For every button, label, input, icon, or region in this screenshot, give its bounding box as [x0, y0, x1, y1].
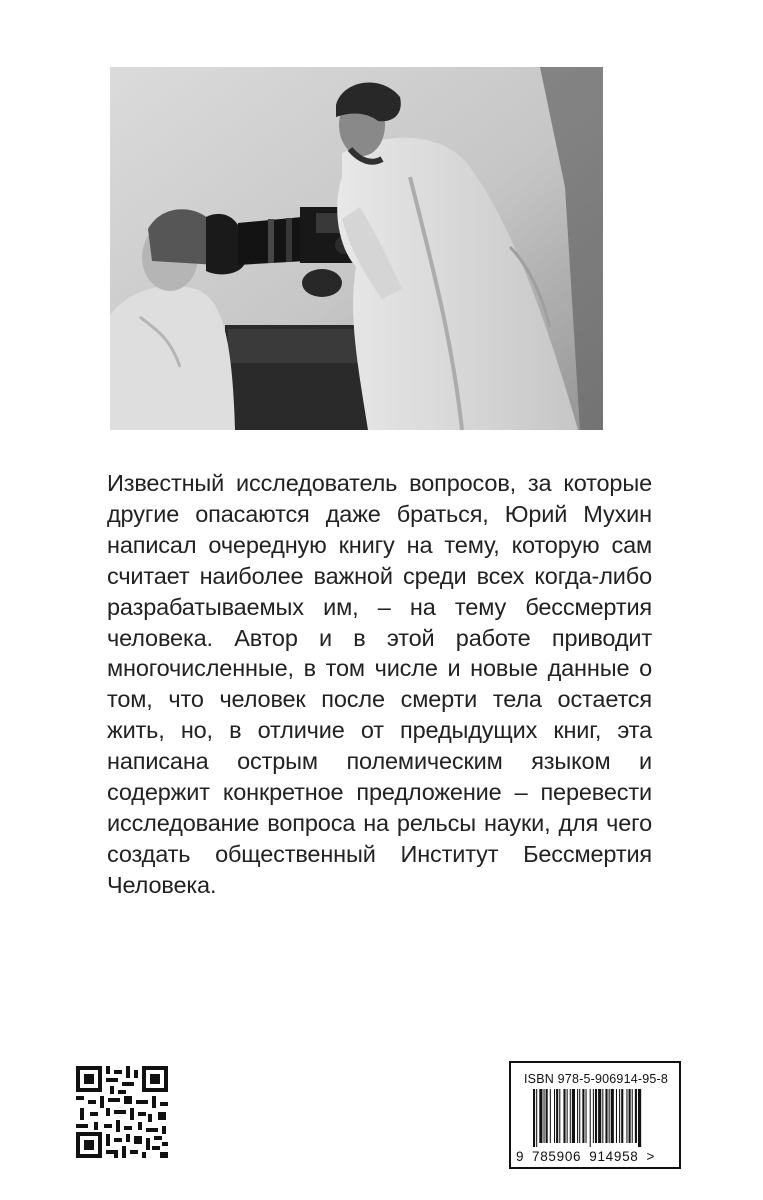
barcode-bar [611, 1089, 614, 1143]
barcode-bar [619, 1089, 620, 1143]
barcode-bar [570, 1089, 571, 1143]
barcode-bar [554, 1089, 555, 1143]
isbn-barcode-block [509, 1061, 681, 1169]
barcode-bar [595, 1089, 597, 1143]
barcode-bar [563, 1089, 565, 1143]
barcode-bar [586, 1089, 587, 1143]
barcode-bar [602, 1089, 603, 1143]
barcode-bar [572, 1089, 575, 1143]
barcode-bar [626, 1089, 627, 1143]
barcode-bar [577, 1089, 578, 1143]
qr-code-icon [76, 1066, 168, 1158]
barcode-bar [539, 1089, 542, 1143]
barcode-bar [638, 1089, 641, 1147]
barcode-bar [582, 1089, 584, 1143]
qr-code [76, 1066, 168, 1158]
barcode-icon [533, 1089, 673, 1147]
barcode-bar [598, 1089, 601, 1143]
barcode-bar [546, 1089, 548, 1143]
barcode-bar [590, 1089, 591, 1147]
barcode-bar [533, 1089, 535, 1147]
barcode-bar [621, 1089, 623, 1143]
barcode-bar [616, 1089, 617, 1143]
barcode-bar [579, 1089, 580, 1143]
barcode-bar [544, 1089, 545, 1143]
barcode-bar [609, 1089, 610, 1143]
barcode-bar [536, 1089, 537, 1147]
cover-photo-illustration [110, 67, 603, 430]
barcode-bar [605, 1089, 607, 1143]
isbn-label: ISBN 978-5-906914-95-8 [524, 1072, 669, 1086]
book-description: Известный исследователь вопросов, за которые другие опасаются даже браться, Юрий Мухин написал очередную книгу на тему, которую сам считает наиболее важной среди всех когда-либо разрабатываемых им, – на тему бессмертия человека. Автор и в этой работе приводит многочисленные, в том числе и новые данные о том, что человек после смерти тела остается жить, но, в отличие от предыдущих книг, эта написана острым полемическим языком и содержит конкретное предложение – перевести исследование вопроса на рельсы науки, для чего создать общественный Институт Бессмертия Человека. [107, 470, 652, 898]
barcode-bar [635, 1089, 637, 1143]
barcode-bar [632, 1089, 633, 1143]
barcode-bar [556, 1089, 558, 1143]
barcode-left-group: 785906 [532, 1149, 582, 1164]
barcode-first-digit: 9 [516, 1149, 525, 1164]
barcode-bar [567, 1089, 568, 1143]
barcode-right-group: 914958 [589, 1149, 639, 1164]
cover-photo [110, 67, 603, 430]
barcode-end-mark: > [646, 1149, 656, 1164]
barcode-bar [593, 1089, 594, 1143]
barcode-bar [559, 1089, 560, 1143]
barcode-bar [629, 1089, 631, 1143]
barcode-digits [516, 1149, 655, 1164]
barcode-bar [550, 1089, 551, 1143]
